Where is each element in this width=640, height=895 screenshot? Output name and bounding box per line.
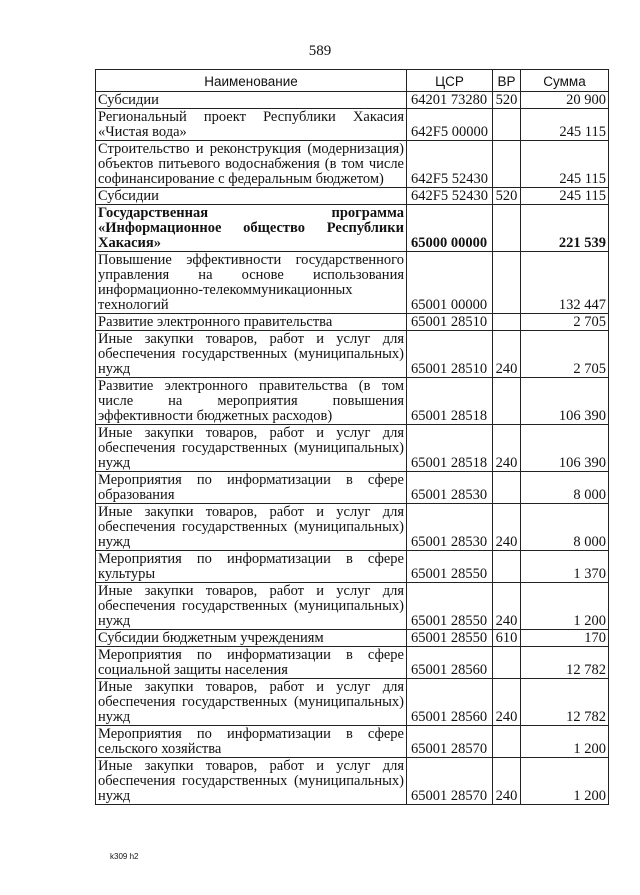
cell-csr: 642F5 52430 — [407, 141, 493, 188]
cell-vr: 240 — [493, 331, 521, 378]
cell-name: Субсидии бюджетным учреждениям — [96, 630, 407, 647]
cell-vr: 240 — [493, 504, 521, 551]
cell-name: Мероприятия по информатизации в сфере социальной защиты населения — [96, 647, 407, 679]
cell-name: Строительство и реконструкция (модернизация) объектов питьевого водоснабжения (в том числе софинансирование с федеральным бюджетом) — [96, 141, 407, 188]
cell-sum: 1 370 — [521, 551, 609, 583]
cell-vr — [493, 314, 521, 331]
table-row — [96, 331, 609, 378]
table-row — [96, 472, 609, 504]
cell-csr: 65001 28518 — [407, 425, 493, 472]
cell-vr — [493, 726, 521, 758]
cell-sum: 8 000 — [521, 472, 609, 504]
cell-sum: 1 200 — [521, 726, 609, 758]
header-name: Наименование — [96, 70, 407, 92]
table-row — [96, 583, 609, 630]
table-row — [96, 109, 609, 141]
cell-name: Региональный проект Республики Хакасия «Чистая вода» — [96, 109, 407, 141]
table-row — [96, 425, 609, 472]
cell-vr: 240 — [493, 758, 521, 805]
cell-sum: 245 115 — [521, 188, 609, 205]
table-row — [96, 551, 609, 583]
cell-vr — [493, 205, 521, 252]
cell-name: Иные закупки товаров, работ и услуг для обеспечения государственных (муниципальных) нужд — [96, 758, 407, 805]
page-number: 589 — [308, 43, 332, 59]
cell-sum: 170 — [521, 630, 609, 647]
cell-vr — [493, 647, 521, 679]
cell-csr: 65001 28510 — [407, 314, 493, 331]
table-body — [96, 92, 609, 805]
table-row — [96, 188, 609, 205]
cell-vr: 240 — [493, 583, 521, 630]
table-header-row — [96, 70, 609, 92]
cell-name: Мероприятия по информатизации в сфере культуры — [96, 551, 407, 583]
cell-vr: 520 — [493, 188, 521, 205]
cell-name: Государственная программа «Информационное общество Республики Хакасия» — [96, 205, 407, 252]
cell-csr: 65001 28550 — [407, 630, 493, 647]
budget-table — [95, 69, 609, 805]
footer-code: k309 h2 — [110, 852, 139, 861]
table-row — [96, 726, 609, 758]
cell-vr — [493, 472, 521, 504]
cell-csr: 65001 28530 — [407, 504, 493, 551]
table-row — [96, 141, 609, 188]
cell-csr: 65001 28570 — [407, 758, 493, 805]
cell-csr: 65001 28550 — [407, 583, 493, 630]
header-vr: ВР — [493, 70, 521, 92]
cell-name: Мероприятия по информатизации в сфере образования — [96, 472, 407, 504]
cell-csr: 65001 28570 — [407, 726, 493, 758]
table-row — [96, 92, 609, 109]
cell-name: Иные закупки товаров, работ и услуг для обеспечения государственных (муниципальных) нужд — [96, 425, 407, 472]
cell-csr: 65001 28518 — [407, 378, 493, 425]
cell-vr — [493, 109, 521, 141]
cell-vr: 240 — [493, 679, 521, 726]
cell-name: Иные закупки товаров, работ и услуг для обеспечения государственных (муниципальных) нужд — [96, 583, 407, 630]
cell-name: Субсидии — [96, 92, 407, 109]
cell-sum: 245 115 — [521, 109, 609, 141]
table-row — [96, 647, 609, 679]
cell-vr — [493, 141, 521, 188]
cell-sum: 12 782 — [521, 647, 609, 679]
cell-sum: 2 705 — [521, 331, 609, 378]
table-row — [96, 630, 609, 647]
table-row — [96, 758, 609, 805]
cell-sum: 20 900 — [521, 92, 609, 109]
cell-csr: 65001 28560 — [407, 679, 493, 726]
cell-sum: 106 390 — [521, 425, 609, 472]
table-row — [96, 378, 609, 425]
cell-csr: 64201 73280 — [407, 92, 493, 109]
table-row — [96, 504, 609, 551]
table-row — [96, 205, 609, 252]
cell-vr — [493, 551, 521, 583]
table-row — [96, 252, 609, 314]
cell-name: Иные закупки товаров, работ и услуг для обеспечения государственных (муниципальных) нужд — [96, 504, 407, 551]
cell-name: Мероприятия по информатизации в сфере сельского хозяйства — [96, 726, 407, 758]
cell-name: Субсидии — [96, 188, 407, 205]
cell-csr: 642F5 00000 — [407, 109, 493, 141]
cell-name: Повышение эффективности государственного управления на основе использования информационно-телекоммуникационных технологий — [96, 252, 407, 314]
cell-sum: 245 115 — [521, 141, 609, 188]
table-row — [96, 679, 609, 726]
cell-csr: 65001 28560 — [407, 647, 493, 679]
cell-sum: 2 705 — [521, 314, 609, 331]
cell-name: Иные закупки товаров, работ и услуг для обеспечения государственных (муниципальных) нужд — [96, 331, 407, 378]
cell-sum: 221 539 — [521, 205, 609, 252]
cell-csr: 65000 00000 — [407, 205, 493, 252]
cell-vr — [493, 252, 521, 314]
cell-sum: 12 782 — [521, 679, 609, 726]
cell-csr: 65001 28510 — [407, 331, 493, 378]
header-csr: ЦСР — [407, 70, 493, 92]
cell-sum: 8 000 — [521, 504, 609, 551]
cell-name: Иные закупки товаров, работ и услуг для обеспечения государственных (муниципальных) нужд — [96, 679, 407, 726]
table-row — [96, 314, 609, 331]
cell-sum: 1 200 — [521, 583, 609, 630]
cell-csr: 65001 28550 — [407, 551, 493, 583]
cell-vr — [493, 378, 521, 425]
cell-sum: 106 390 — [521, 378, 609, 425]
header-sum: Сумма — [521, 70, 609, 92]
cell-name: Развитие электронного правительства (в том числе на мероприятия повышения эффективности бюджетных расходов) — [96, 378, 407, 425]
cell-vr: 610 — [493, 630, 521, 647]
cell-vr: 240 — [493, 425, 521, 472]
cell-sum: 1 200 — [521, 758, 609, 805]
cell-vr: 520 — [493, 92, 521, 109]
cell-sum: 132 447 — [521, 252, 609, 314]
cell-csr: 65001 28530 — [407, 472, 493, 504]
cell-csr: 65001 00000 — [407, 252, 493, 314]
cell-name: Развитие электронного правительства — [96, 314, 407, 331]
cell-csr: 642F5 52430 — [407, 188, 493, 205]
